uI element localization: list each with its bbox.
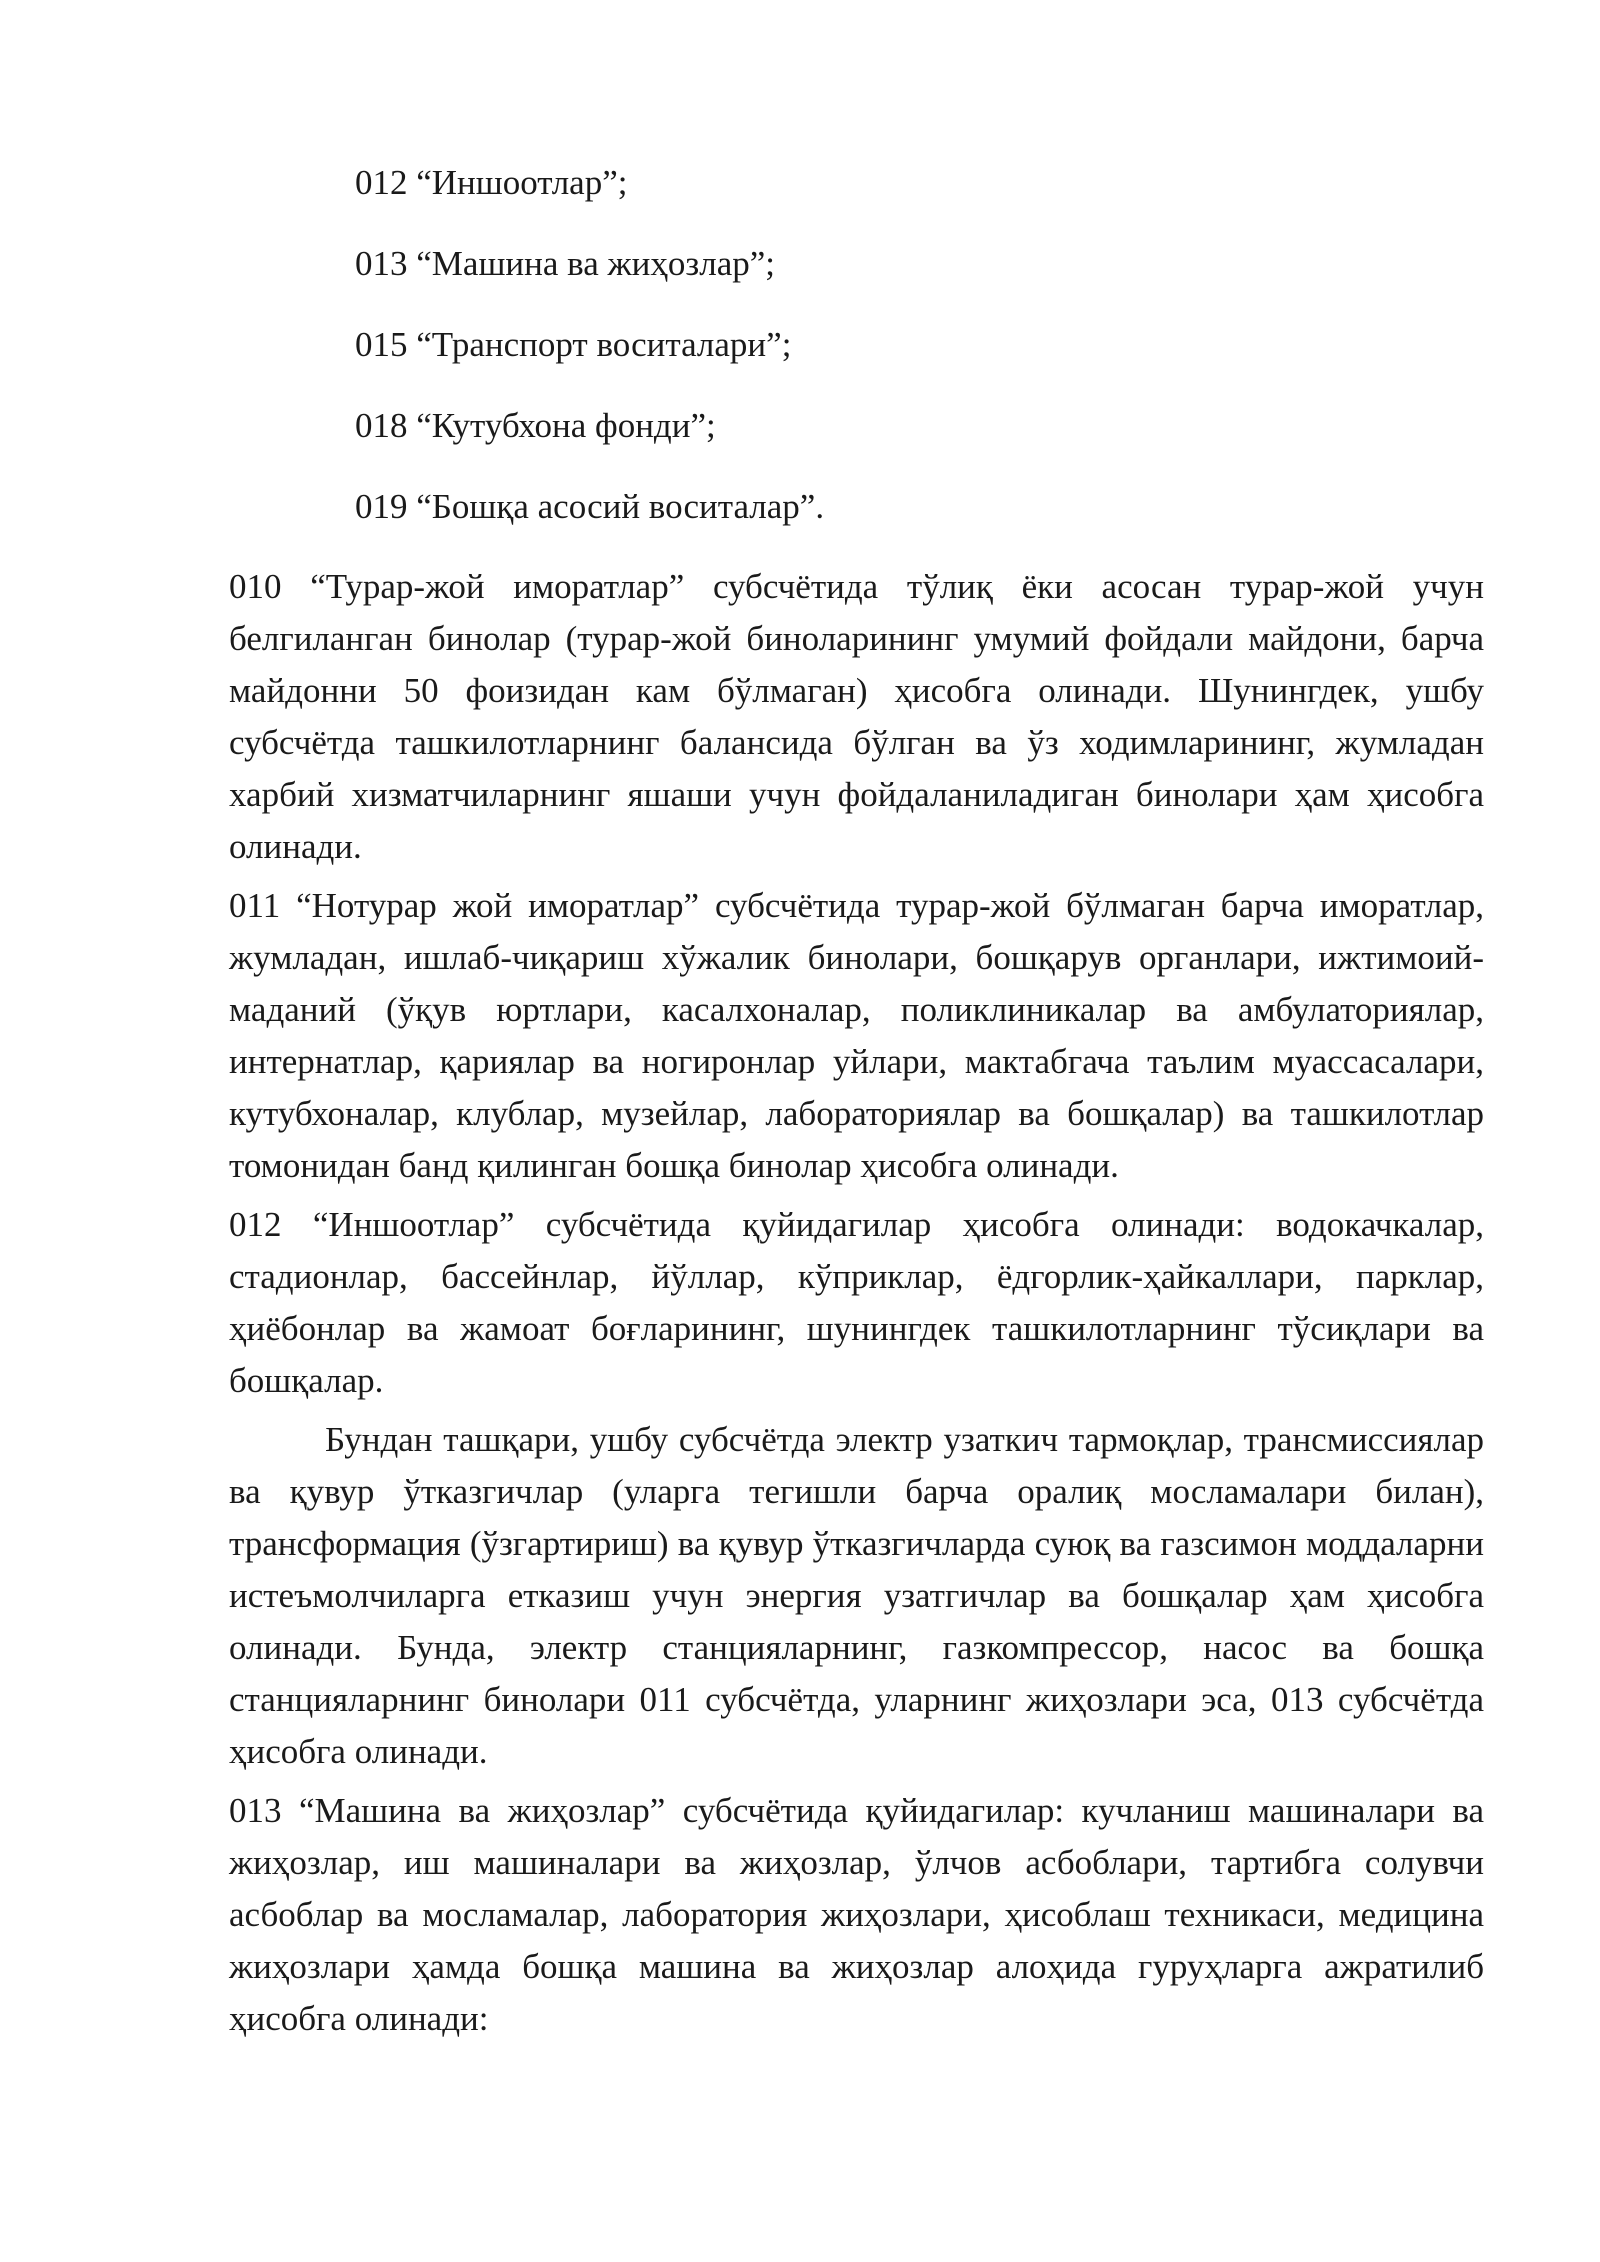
list-item: 015 “Транспорт воситалари”; [355,325,792,364]
list-item: 019 “Бошқа асосий воситалар”. [355,487,825,526]
list-item: 018 “Кутубхона фонди”; [355,406,716,445]
paragraph-010: 010 “Турар-жой иморатлар” субсчётида тўлиқ ёки асосан турар-жой учун белгиланган бинолар (турар-жой биноларининг умумий фойдали майдони, барча майдонни 50 фоизидан кам бўлмаган) ҳисобга олинади. Шунингдек, ушбу субсчётда ташкилотларнинг балансида бўлган ва ўз ходимларининг, жумладан харбий хизматчиларнинг яшаши учун фойдаланиладиган бинолари ҳам ҳисобга олинади. [229,567,1484,866]
paragraph-011: 011 “Нотурар жой иморатлар” субсчётида турар-жой бўлмаган барча иморатлар, жумладан, ишлаб-чиқариш хўжалик бинолари, бошқарув органлари, ижтимоий-маданий (ўқув юртлари, касалхоналар, поликлиникалар ва амбулаториялар, интернатлар, қариялар ва ногиронлар уйлари, мактабгача таълим муассасалари, кутубхоналар, клублар, музейлар, лабораториялар ва бошқалар) ва ташкилотлар томонидан банд қилинган бошқа бинолар ҳисобга олинади. [229,886,1484,1185]
paragraph-012-continued: Бундан ташқари, ушбу субсчётда электр узаткич тармоқлар, трансмиссиялар ва қувур ўтказгичлар (уларга тегишли барча оралиқ мосламалари билан), трансформация (ўзгартириш) ва қувур ўтказгичларда суюқ ва газсимон моддаларни истеъмолчиларга етказиш учун энергия узатгичлар ва бошқалар ҳам ҳисобга олинади. Бунда, электр станцияларнинг, газкомпрессор, насос ва бошқа станцияларнинг бинолари 011 субсчётда, уларнинг жиҳозлари эса, 013 субсчётда ҳисобга олинади. [229,1420,1484,1771]
paragraph-012: 012 “Иншоотлар” субсчётида қуйидагилар ҳисобга олинади: водокачкалар, стадионлар, бассейнлар, йўллар, кўприклар, ёдгорлик-ҳайкаллари, парклар, ҳиёбонлар ва жамоат боғларининг, шунингдек ташкилотларнинг тўсиқлари ва бошқалар. [229,1205,1484,1400]
paragraph-013: 013 “Машина ва жиҳозлар” субсчётида қуйидагилар: кучланиш машиналари ва жиҳозлар, иш машиналари ва жиҳозлар, ўлчов асбоблари, тартибга солувчи асбоблар ва мосламалар, лаборатория жиҳозлари, ҳисоблаш техникаси, медицина жиҳозлари ҳамда бошқа машина ва жиҳозлар алоҳида гуруҳларга ажратилиб ҳисобга олинади: [229,1791,1484,2038]
document-body [229,561,1484,2052]
subaccount-list [355,163,1455,568]
list-item: 013 “Машина ва жиҳозлар”; [355,244,775,283]
list-item: 012 “Иншоотлар”; [355,163,628,202]
